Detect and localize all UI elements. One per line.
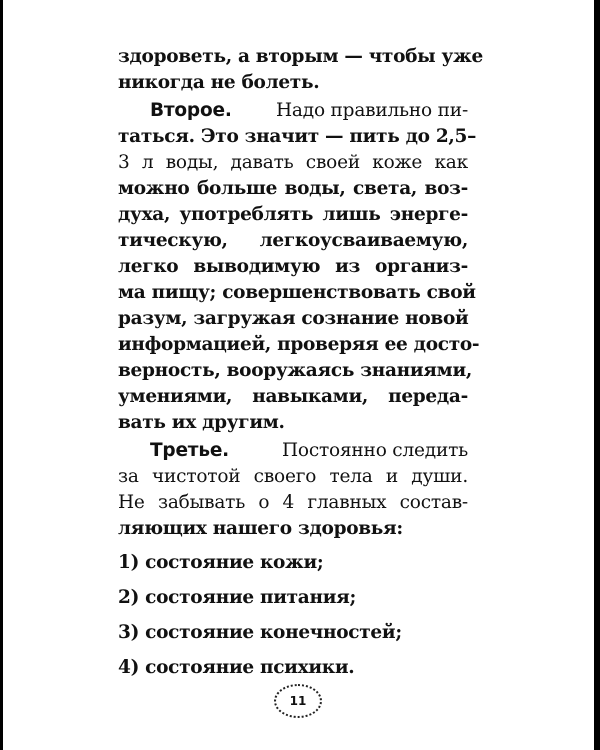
- list-item: 4) состояние психики.: [118, 657, 355, 678]
- paragraph2-line: тическую, легкоусваиваемую,: [118, 230, 468, 251]
- paragraph2-line: информацией, проверяя ее досто-: [118, 334, 480, 355]
- paragraph3-lead: Третье.: [150, 440, 230, 461]
- paragraph2-line: Надо правильно пи-: [275, 100, 468, 121]
- paragraph3-line: ляющих нашего здоровья:: [118, 518, 403, 539]
- scan-edge-right: [594, 0, 600, 750]
- paragraph2-line: легко выводимую из организ-: [118, 256, 468, 277]
- paragraph2-line: ма пищу; совершенствовать свой: [118, 282, 476, 303]
- paragraph2-line: можно больше воды, света, воз-: [118, 178, 468, 199]
- paragraph1-line: здороветь, а вторым — чтобы уже: [118, 46, 483, 67]
- paragraph3-line: Не забывать о 4 главных состав-: [118, 492, 468, 513]
- page-number-badge: [274, 684, 322, 718]
- paragraph2-line: 3 л воды, давать своей коже как: [118, 152, 468, 173]
- paragraph3-first-line: [150, 438, 468, 464]
- list-item: 2) состояние питания;: [118, 587, 357, 608]
- paragraph3-line: Постоянно следить: [281, 440, 468, 461]
- list-item: 1) состояние кожи;: [118, 552, 324, 573]
- paragraph2-lead: Второе.: [150, 100, 232, 121]
- scan-edge-left: [0, 0, 3, 750]
- paragraph2-line: таться. Это значит — пить до 2,5–: [118, 126, 477, 147]
- paragraph2-line: вать их другим.: [118, 412, 285, 433]
- paragraph2-line: умениями, навыками, переда-: [118, 386, 468, 407]
- paragraph2-line: верность, вооружаясь знаниями,: [118, 360, 473, 381]
- paragraph2-line: разум, загружая сознание новой: [118, 308, 469, 329]
- list-item: 3) состояние конечностей;: [118, 622, 402, 643]
- paragraph2-line: духа, употреблять лишь энерге-: [118, 204, 468, 225]
- paragraph3-line: за чистотой своего тела и души.: [118, 466, 468, 487]
- paragraph2-first-line: [150, 98, 468, 124]
- paragraph1-line: никогда не болеть.: [118, 72, 320, 93]
- page-number: 11: [289, 694, 307, 708]
